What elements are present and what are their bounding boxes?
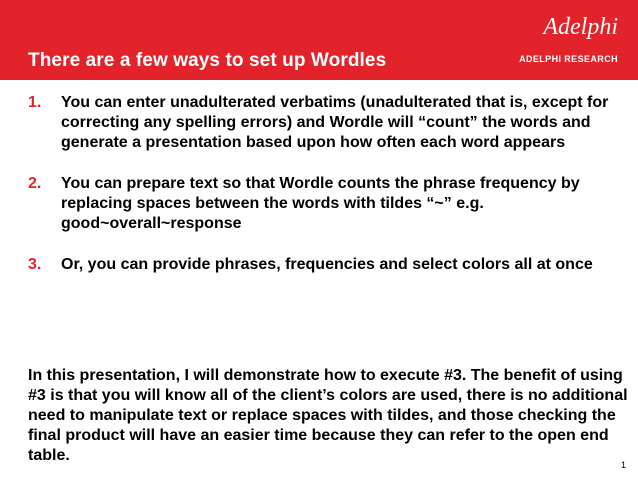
- body-paragraph: In this presentation, I will demonstrate how to execute #3. The benefit of using #3 is that you will know all of the client’s colors are used, there is no additional need to manipulate text or replace spaces with tildes, and those checking the final product will have an easier time because they can refer to the open end table.: [28, 367, 628, 464]
- list-item-text: Or, you can provide phrases, frequencies and select colors all at once: [61, 256, 593, 273]
- list-item-text: You can enter unadulterated verbatims (unadulterated that is, except for correcting any spelling errors) and Wordle will “count” the words and generate a presentation based upon how often each word appears: [61, 94, 609, 151]
- list-number: 3.: [28, 256, 42, 273]
- list-item: [28, 93, 628, 153]
- list-number: 1.: [28, 94, 42, 111]
- list-number: 2.: [28, 175, 42, 192]
- page-number: 1: [620, 460, 626, 470]
- list-item-text: You can prepare text so that Wordle counts the phrase frequency by replacing spaces between the words with tildes “~” e.g. good~overall~response: [61, 175, 580, 232]
- numbered-list: [28, 93, 628, 275]
- logo-subtitle: ADELPHI RESEARCH: [519, 54, 618, 64]
- list-item: [28, 174, 628, 234]
- list-item: [28, 255, 628, 275]
- adelphi-logo: Adelphi: [543, 14, 618, 40]
- slide-title: There are a few ways to set up Wordles: [28, 50, 387, 71]
- header-bar: [0, 0, 638, 80]
